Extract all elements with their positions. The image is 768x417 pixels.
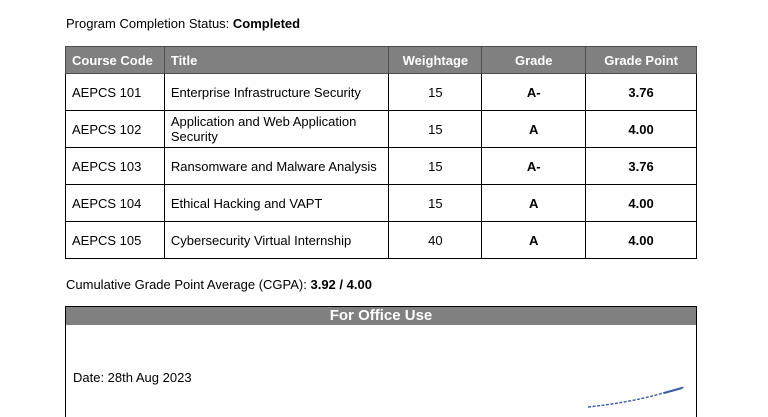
cell-title: Ransomware and Malware Analysis xyxy=(164,148,389,185)
program-completion-status xyxy=(66,16,300,32)
header-course-code: Course Code xyxy=(66,47,165,74)
cell-grade: A- xyxy=(482,148,586,185)
cell-grade: A xyxy=(482,185,586,222)
status-value: Completed xyxy=(232,16,301,31)
cell-title: Enterprise Infrastructure Security xyxy=(164,74,389,111)
cgpa-value: 3.92 / 4.00 xyxy=(310,277,372,292)
cell-grade-point: 3.76 xyxy=(586,74,697,111)
table-row xyxy=(66,185,697,222)
table-row xyxy=(66,148,697,185)
table-header-row xyxy=(66,47,697,74)
cell-title: Cybersecurity Virtual Internship xyxy=(164,222,389,259)
office-use-header: For Office Use xyxy=(66,307,696,325)
cell-grade-point: 4.00 xyxy=(586,185,697,222)
cgpa-label: Cumulative Grade Point Average (CGPA): xyxy=(66,277,307,292)
cell-course-code: AEPCS 101 xyxy=(66,74,165,111)
header-grade-point: Grade Point xyxy=(586,47,697,74)
table-row xyxy=(66,74,697,111)
cell-grade-point: 3.76 xyxy=(586,148,697,185)
issue-date: Date: 28th Aug 2023 xyxy=(73,370,192,385)
cgpa-summary xyxy=(66,277,372,293)
table-row xyxy=(66,111,697,148)
cell-weightage: 15 xyxy=(389,148,482,185)
cell-weightage: 40 xyxy=(389,222,482,259)
cell-grade-point: 4.00 xyxy=(586,222,697,259)
cell-course-code: AEPCS 104 xyxy=(66,185,165,222)
status-label: Program Completion Status: xyxy=(66,16,230,31)
header-grade: Grade xyxy=(482,47,586,74)
header-weightage: Weightage xyxy=(389,47,482,74)
cell-grade: A xyxy=(482,111,586,148)
cell-weightage: 15 xyxy=(389,111,482,148)
cell-weightage: 15 xyxy=(389,185,482,222)
header-title: Title xyxy=(164,47,389,74)
cell-grade-point: 4.00 xyxy=(586,111,697,148)
cell-course-code: AEPCS 102 xyxy=(66,111,165,148)
cell-weightage: 15 xyxy=(389,74,482,111)
grades-table xyxy=(65,46,697,259)
cell-title: Ethical Hacking and VAPT xyxy=(164,185,389,222)
table-row xyxy=(66,222,697,259)
signature-mark xyxy=(586,385,686,409)
cell-grade: A xyxy=(482,222,586,259)
cell-grade: A- xyxy=(482,74,586,111)
cell-course-code: AEPCS 103 xyxy=(66,148,165,185)
cell-course-code: AEPCS 105 xyxy=(66,222,165,259)
cell-title: Application and Web Application Security xyxy=(164,111,389,148)
office-use-section xyxy=(65,306,697,417)
